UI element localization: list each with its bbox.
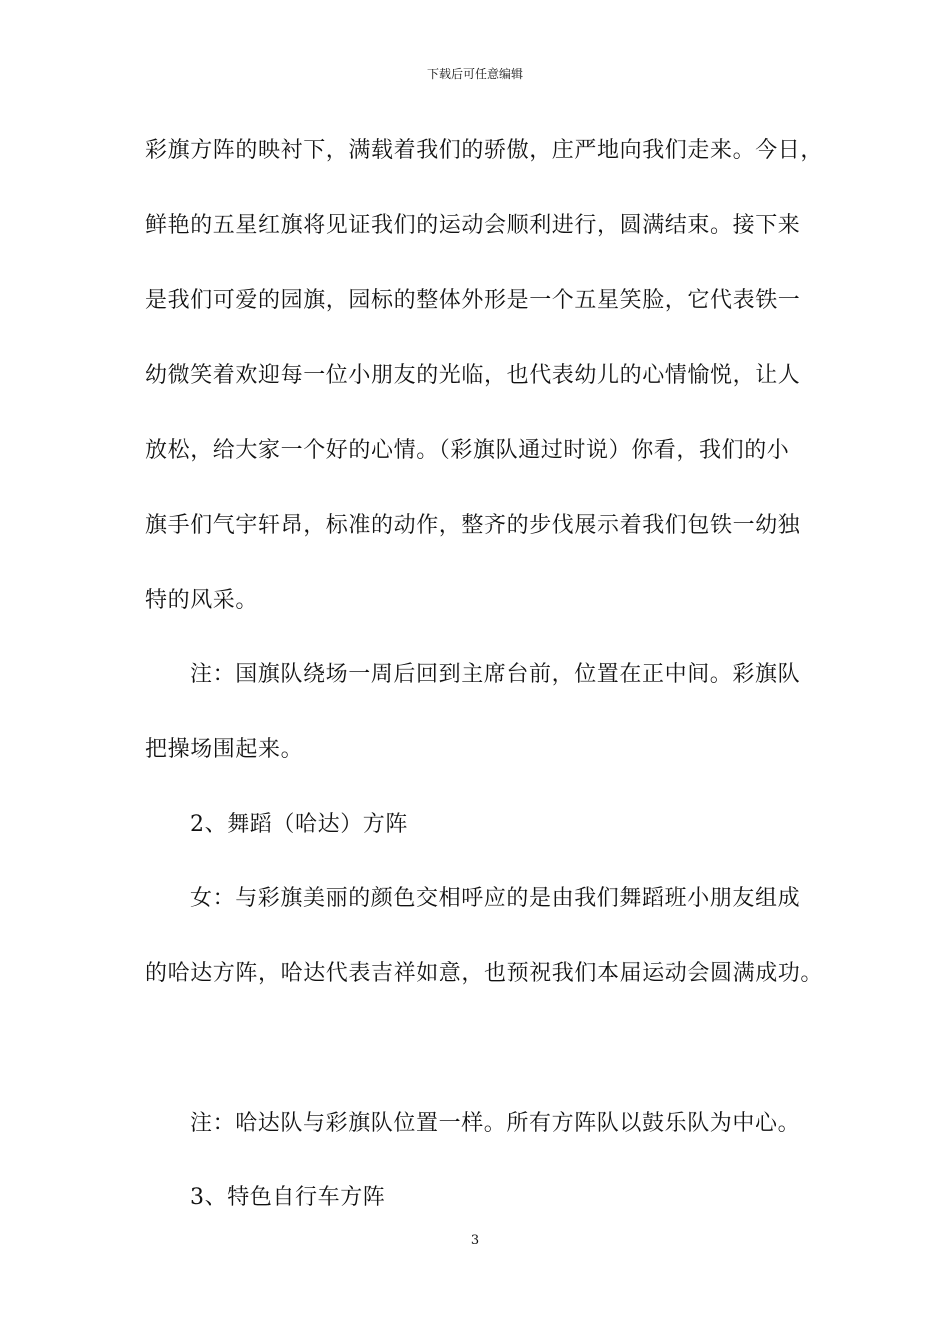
page-number: 3 [470, 1233, 480, 1248]
paragraph-line-2: 的哈达方阵，哈达代表吉祥如意，也预祝我们本届运动会圆满成功。 [145, 961, 824, 986]
paragraph-line-1: 女：与彩旗美丽的颜色交相呼应的是由我们舞蹈班小朋友组成 [190, 886, 801, 911]
note-line-2: 把操场围起来。 [145, 737, 304, 762]
section-heading-3: 3、特色自行车方阵 [190, 1185, 386, 1210]
body-line-4: 幼微笑着欢迎每一位小朋友的光临，也代表幼儿的心情愉悦，让人 [145, 363, 801, 388]
body-line-2: 鲜艳的五星红旗将见证我们的运动会顺利进行，圆满结束。接下来 [145, 213, 801, 238]
note-line-3: 注：哈达队与彩旗队位置一样。所有方阵队以鼓乐队为中心。 [190, 1111, 801, 1136]
note-line-1: 注：国旗队绕场一周后回到主席台前，位置在正中间。彩旗队 [190, 662, 801, 687]
body-line-6: 旗手们气宇轩昂，标准的动作，整齐的步伐展示着我们包铁一幼独 [145, 513, 801, 538]
section-heading-2: 2、舞蹈（哈达）方阵 [190, 812, 408, 837]
body-line-1: 彩旗方阵的映衬下，满载着我们的骄傲，庄严地向我们走来。今日， [145, 138, 824, 163]
page-header: 下载后可任意编辑 [426, 67, 523, 81]
body-line-7: 特的风采。 [145, 588, 259, 613]
body-line-3: 是我们可爱的园旗，园标的整体外形是一个五星笑脸，它代表铁一 [145, 288, 801, 313]
body-line-5: 放松，给大家一个好的心情。（彩旗队通过时说）你看，我们的小 [145, 438, 790, 463]
